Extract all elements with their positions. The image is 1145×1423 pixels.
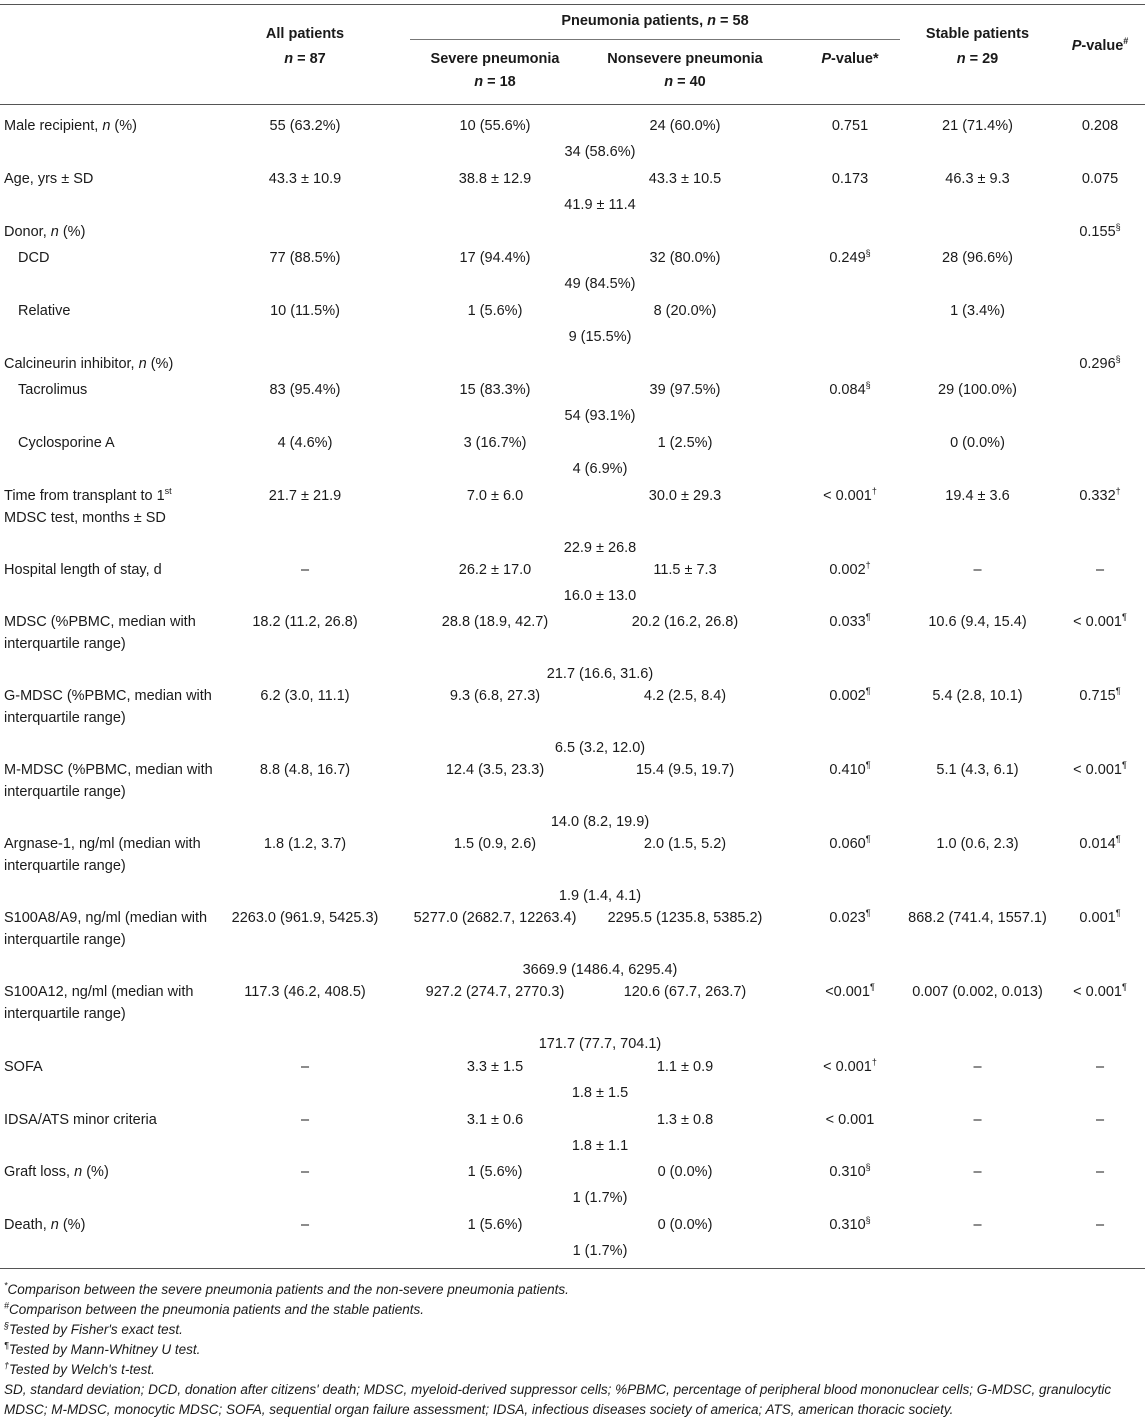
- header-nonsevere: Nonsevere pneumonia: [607, 51, 763, 67]
- cell-stable: 21 (71.4%): [942, 118, 1013, 134]
- cell-pneumonia-total: 4 (6.9%): [572, 461, 628, 477]
- cell-p2: 0.075: [1081, 171, 1119, 187]
- cell-p2: –: [1095, 1112, 1105, 1128]
- cell-nonsevere: 2295.5 (1235.8, 5385.2): [607, 910, 763, 926]
- cell-stable: 5.4 (2.8, 10.1): [932, 688, 1023, 704]
- cell-p1: 0.060¶: [829, 834, 871, 852]
- cell-stable: 5.1 (4.3, 6.1): [936, 762, 1019, 778]
- cell-p2: –: [1095, 1059, 1105, 1075]
- cell-all: 10 (11.5%): [270, 303, 340, 319]
- row-label: Death, n (%): [4, 1217, 86, 1233]
- header-stable: Stable patients: [925, 26, 1030, 42]
- cell-all: –: [300, 1217, 310, 1233]
- footnote-abbreviations: SD, standard deviation; DCD, donation after citizens' death; MDSC, myeloid-derived suppressor cells; %PBMC, percentage of peripheral blood mononuclear cells; G-MDSC, granulocytic MDSC; M-MDSC, monocytic MDSC; SOFA, sequential organ failure assessment; IDSA, infectious diseases society of america; ATS, american thoracic society.: [4, 1382, 1112, 1417]
- cell-severe: 3 (16.7%): [463, 435, 527, 451]
- cell-stable: 10.6 (9.4, 15.4): [928, 614, 1027, 630]
- cell-pneumonia-total: 16.0 ± 13.0: [563, 588, 637, 604]
- cell-p2: –: [1095, 562, 1105, 578]
- row-label: Relative: [18, 303, 71, 319]
- cell-p2: < 0.001¶: [1073, 982, 1127, 1000]
- cell-severe: 26.2 ± 17.0: [458, 562, 532, 578]
- header-all-patients: All patients: [265, 26, 345, 42]
- cell-nonsevere: 11.5 ± 7.3: [653, 562, 717, 578]
- cell-stable: –: [973, 1217, 982, 1233]
- cell-pneumonia-total: 3669.9 (1486.4, 6295.4): [522, 962, 678, 978]
- row-label: Donor, n (%): [4, 224, 86, 240]
- cell-p1: 0.084§: [829, 380, 871, 398]
- cell-p2: 0.001¶: [1079, 908, 1121, 926]
- row-label: Male recipient, n (%): [4, 118, 137, 134]
- header-rule: [0, 104, 1145, 105]
- cell-pneumonia-total: 1.8 ± 1.1: [571, 1138, 629, 1154]
- row-label: Tacrolimus: [18, 382, 88, 398]
- footnote-pilcrow: ¶Tested by Mann-Whitney U test.: [4, 1340, 201, 1357]
- cell-p2: 0.155§: [1079, 222, 1121, 240]
- cell-all: 2263.0 (961.9, 5425.3): [231, 910, 379, 926]
- cell-nonsevere: 0 (0.0%): [657, 1217, 713, 1233]
- cell-all: 8.8 (4.8, 16.7): [259, 762, 351, 778]
- cell-all: 18.2 (11.2, 26.8): [252, 614, 358, 630]
- cell-p1: < 0.001†: [823, 1057, 877, 1075]
- cell-p2: 0.208: [1081, 118, 1119, 134]
- cell-all: 1.8 (1.2, 3.7): [263, 836, 347, 852]
- cell-p1: 0.751: [831, 118, 869, 134]
- cell-nonsevere: 1 (2.5%): [657, 435, 713, 451]
- cell-nonsevere: 1.1 ± 0.9: [656, 1059, 714, 1075]
- cell-severe: 927.2 (274.7, 2770.3): [425, 984, 565, 1000]
- cell-severe: 38.8 ± 12.9: [458, 171, 532, 187]
- cell-pneumonia-total: 1 (1.7%): [572, 1190, 628, 1206]
- bottom-rule: [0, 1268, 1145, 1269]
- row-label: G-MDSC (%PBMC, median with interquartile range): [4, 688, 212, 726]
- cell-p1: < 0.001: [825, 1112, 875, 1128]
- cell-all: 55 (63.2%): [269, 118, 341, 134]
- cell-stable: 1.0 (0.6, 2.3): [936, 836, 1019, 852]
- cell-nonsevere: 8 (20.0%): [653, 303, 717, 319]
- cell-p2: –: [1095, 1164, 1105, 1180]
- cell-all: 77 (88.5%): [269, 250, 341, 266]
- cell-pneumonia-total: 54 (93.1%): [564, 408, 636, 424]
- cell-severe: 1 (5.6%): [467, 303, 523, 319]
- cell-stable: 868.2 (741.4, 1557.1): [908, 910, 1047, 926]
- cell-pneumonia-total: 49 (84.5%): [564, 276, 636, 292]
- cell-all: –: [300, 1112, 310, 1128]
- cell-stable: 19.4 ± 3.6: [945, 488, 1010, 504]
- footnote-section: §Tested by Fisher's exact test.: [4, 1320, 183, 1337]
- row-label: MDSC (%PBMC, median with interquartile range): [4, 614, 196, 652]
- row-label: Cyclosporine A: [18, 435, 115, 451]
- cell-severe: 10 (55.6%): [459, 118, 531, 134]
- cell-pneumonia-total: 41.9 ± 11.4: [564, 197, 636, 213]
- cell-all: –: [300, 562, 310, 578]
- cell-p1: 0.410¶: [829, 760, 871, 778]
- cell-pneumonia-total: 9 (15.5%): [568, 329, 632, 345]
- cell-severe: 12.4 (3.5, 23.3): [445, 762, 545, 778]
- cell-p1: 0.033¶: [829, 612, 871, 630]
- cell-all: 4 (4.6%): [277, 435, 333, 451]
- cell-p2: 0.296§: [1079, 354, 1121, 372]
- footnote-star: *Comparison between the severe pneumonia patients and the non-severe pneumonia patients.: [4, 1280, 569, 1297]
- cell-p2: < 0.001¶: [1073, 760, 1127, 778]
- cell-pneumonia-total: 1.8 ± 1.5: [571, 1085, 629, 1101]
- cell-p1: 0.310§: [829, 1215, 871, 1233]
- cell-p1: 0.002¶: [829, 686, 871, 704]
- cell-nonsevere: 30.0 ± 29.3: [648, 488, 722, 504]
- cell-pneumonia-total: 34 (58.6%): [564, 144, 636, 160]
- cell-stable: 0 (0.0%): [950, 435, 1005, 451]
- cell-pneumonia-total: 171.7 (77.7, 704.1): [538, 1036, 662, 1052]
- row-label: IDSA/ATS minor criteria: [4, 1112, 157, 1128]
- row-label: Time from transplant to 1st MDSC test, months ± SD: [4, 486, 172, 526]
- cell-all: 21.7 ± 21.9: [268, 488, 342, 504]
- cell-nonsevere: 20.2 (16.2, 26.8): [631, 614, 739, 630]
- row-label: DCD: [18, 250, 50, 266]
- cell-p1: < 0.001†: [823, 486, 877, 504]
- cell-p2: 0.014¶: [1079, 834, 1121, 852]
- cell-pneumonia-total: 14.0 (8.2, 19.9): [550, 814, 650, 830]
- cell-all: –: [300, 1059, 310, 1075]
- row-label: M-MDSC (%PBMC, median with interquartile range): [4, 762, 213, 800]
- row-label: Argnase-1, ng/ml (median with interquartile range): [4, 836, 201, 874]
- cell-nonsevere: 4.2 (2.5, 8.4): [643, 688, 727, 704]
- cell-severe: 15 (83.3%): [459, 382, 531, 398]
- cell-severe: 17 (94.4%): [459, 250, 531, 266]
- cell-severe: 5277.0 (2682.7, 12263.4): [413, 910, 577, 926]
- cell-nonsevere: 39 (97.5%): [649, 382, 721, 398]
- cell-severe: 1 (5.6%): [467, 1217, 523, 1233]
- cell-nonsevere: 32 (80.0%): [649, 250, 721, 266]
- cell-p2: –: [1095, 1217, 1105, 1233]
- cell-p1: 0.173: [831, 171, 869, 187]
- cell-stable: –: [973, 1059, 982, 1075]
- cell-all: 6.2 (3.0, 11.1): [260, 688, 350, 704]
- cell-all: 117.3 (46.2, 408.5): [244, 984, 366, 1000]
- cell-all: 83 (95.4%): [269, 382, 341, 398]
- row-label: S100A8/A9, ng/ml (median with interquartile range): [4, 910, 208, 948]
- cell-p2: < 0.001¶: [1073, 612, 1127, 630]
- cell-pneumonia-total: 1.9 (1.4, 4.1): [558, 888, 642, 904]
- row-label: SOFA: [4, 1059, 43, 1075]
- cell-pneumonia-total: 6.5 (3.2, 12.0): [554, 740, 646, 756]
- cell-nonsevere: 120.6 (67.7, 263.7): [623, 984, 747, 1000]
- cell-nonsevere: 24 (60.0%): [649, 118, 721, 134]
- row-label: Calcineurin inhibitor, n (%): [4, 356, 174, 372]
- cell-severe: 28.8 (18.9, 42.7): [441, 614, 549, 630]
- cell-p1: 0.023¶: [829, 908, 871, 926]
- cell-stable: 29 (100.0%): [938, 382, 1017, 398]
- cell-stable: 0.007 (0.002, 0.013): [912, 984, 1043, 1000]
- cell-nonsevere: 1.3 ± 0.8: [656, 1112, 714, 1128]
- cell-nonsevere: 15.4 (9.5, 19.7): [635, 762, 735, 778]
- footnote-dagger: †Tested by Welch's t-test.: [4, 1360, 155, 1377]
- cell-p1: 0.249§: [829, 248, 871, 266]
- header-stable-n: n = 29: [956, 51, 999, 67]
- cell-severe: 9.3 (6.8, 27.3): [449, 688, 541, 704]
- group-rule: [410, 39, 900, 40]
- cell-severe: 3.3 ± 1.5: [466, 1059, 524, 1075]
- row-label: Graft loss, n (%): [4, 1164, 109, 1180]
- cell-stable: –: [973, 562, 982, 578]
- cell-p2: 0.715¶: [1079, 686, 1121, 704]
- cell-p1: 0.002†: [829, 560, 871, 578]
- header-all-n: n = 87: [284, 51, 326, 67]
- cell-severe: 7.0 ± 6.0: [466, 488, 524, 504]
- footnote-hash: #Comparison between the pneumonia patients and the stable patients.: [4, 1300, 425, 1317]
- header-pvalue-2: P-value#: [1071, 36, 1129, 54]
- cell-p2: 0.332†: [1079, 486, 1121, 504]
- cell-p1: <0.001¶: [825, 982, 875, 1000]
- cell-pneumonia-total: 22.9 ± 26.8: [563, 540, 637, 556]
- cell-all: –: [300, 1164, 310, 1180]
- cell-all: 43.3 ± 10.9: [268, 171, 342, 187]
- cell-pneumonia-total: 1 (1.7%): [572, 1243, 628, 1259]
- row-label: S100A12, ng/ml (median with interquartile range): [4, 984, 194, 1022]
- cell-nonsevere: 2.0 (1.5, 5.2): [643, 836, 727, 852]
- cell-severe: 1 (5.6%): [467, 1164, 523, 1180]
- top-rule: [0, 4, 1145, 5]
- cell-stable: 28 (96.6%): [942, 250, 1013, 266]
- cell-severe: 1.5 (0.9, 2.6): [453, 836, 537, 852]
- cell-nonsevere: 0 (0.0%): [657, 1164, 713, 1180]
- header-severe: Severe pneumonia: [430, 51, 560, 67]
- cell-nonsevere: 43.3 ± 10.5: [648, 171, 722, 187]
- row-label: Hospital length of stay, d: [4, 562, 162, 578]
- cell-severe: 3.1 ± 0.6: [466, 1112, 524, 1128]
- cell-stable: –: [973, 1164, 982, 1180]
- cell-p1: 0.310§: [829, 1162, 871, 1180]
- cell-stable: 46.3 ± 9.3: [945, 171, 1010, 187]
- cell-stable: –: [973, 1112, 982, 1128]
- header-pneumonia-group: Pneumonia patients, n = 58: [561, 13, 749, 29]
- row-label: Age, yrs ± SD: [4, 171, 94, 187]
- cell-stable: 1 (3.4%): [950, 303, 1005, 319]
- header-severe-n: n = 18: [474, 74, 516, 90]
- header-nonsevere-n: n = 40: [664, 74, 706, 90]
- header-pvalue-1: P-value*: [821, 51, 879, 67]
- cell-pneumonia-total: 21.7 (16.6, 31.6): [546, 666, 654, 682]
